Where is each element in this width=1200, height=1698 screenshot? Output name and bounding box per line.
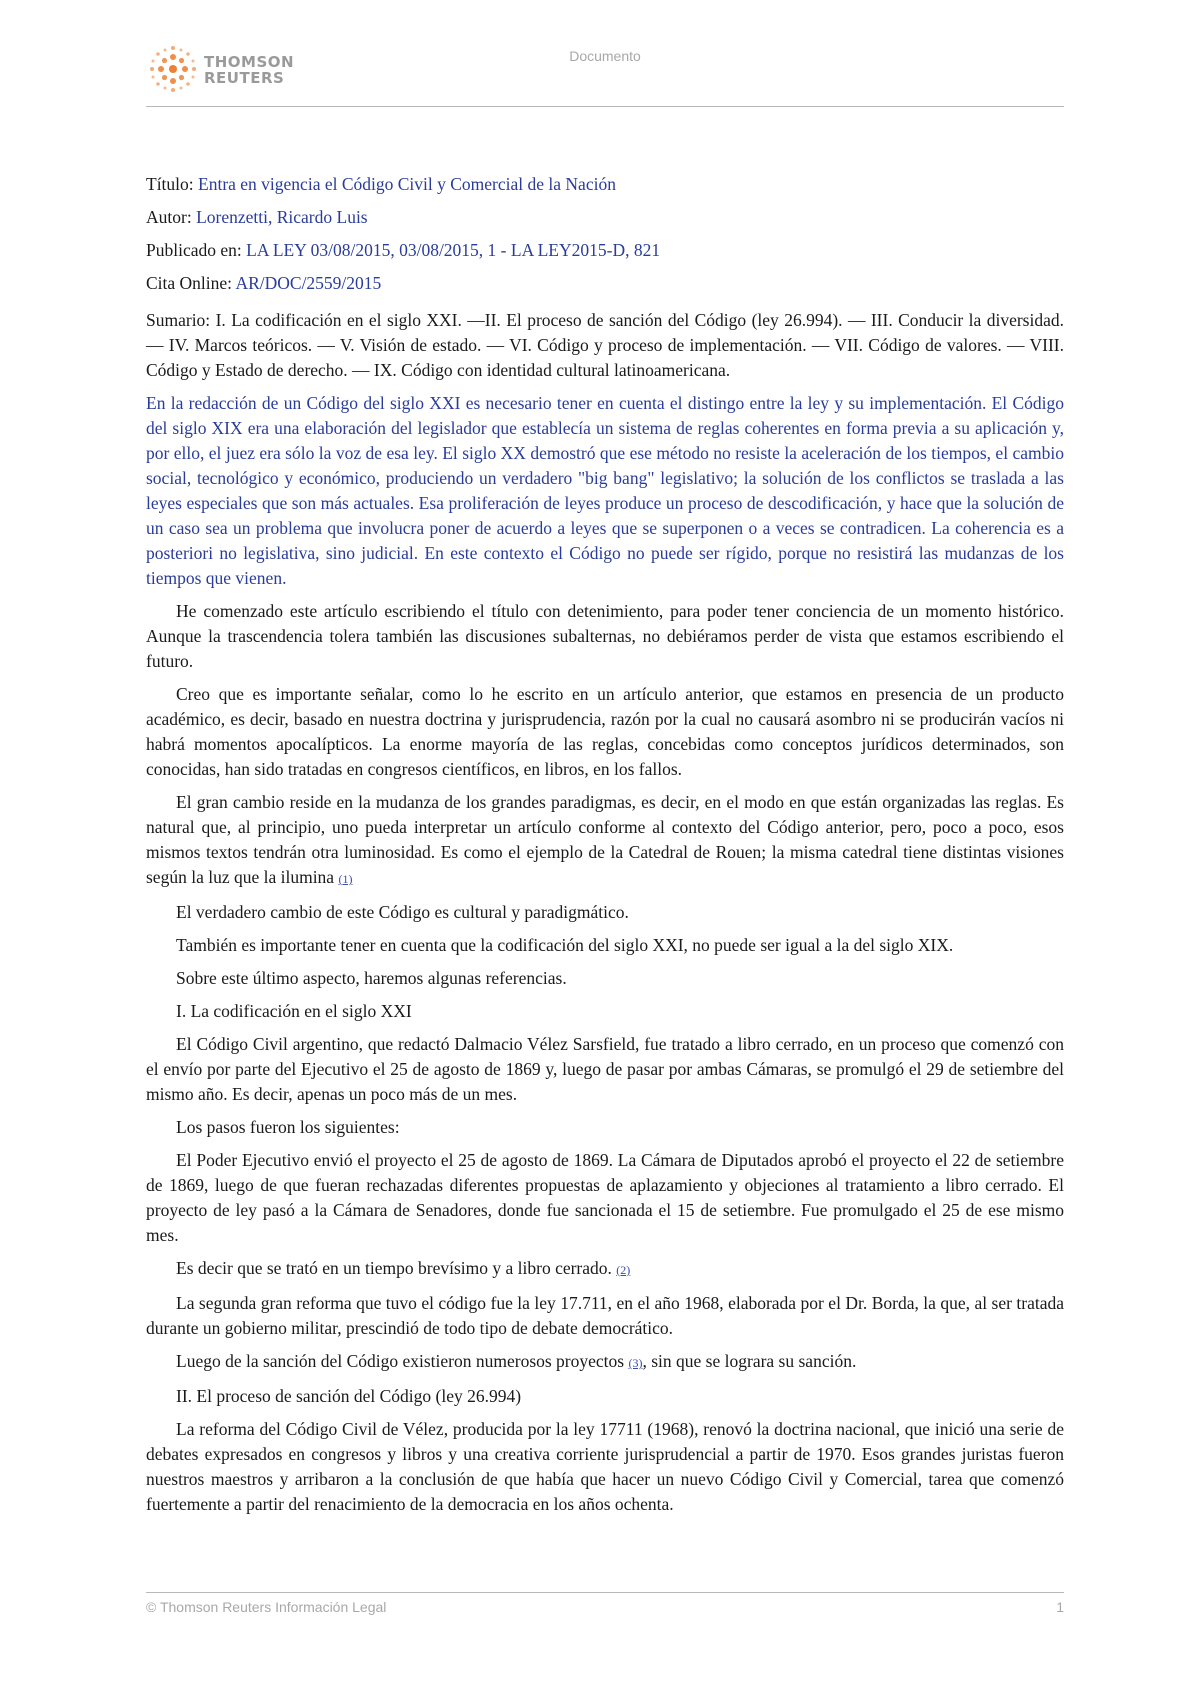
footnote-link-3[interactable]: (3) [628, 1356, 643, 1370]
body-paragraph-10 [146, 1256, 1064, 1283]
footnote-link-1[interactable]: (1) [338, 872, 353, 886]
document-metadata [146, 172, 1064, 296]
meta-title-label: Título: [146, 174, 194, 194]
logo-line-1: THOMSON [204, 53, 295, 71]
section-heading-2: II. El proceso de sanción del Código (ley 26.994) [176, 1386, 522, 1406]
footnote-link-2[interactable]: (2) [616, 1263, 631, 1277]
body-paragraph-7: El Código Civil argentino, que redactó Dalmacio Vélez Sarsfield, fue tratado a libro cerrado, en un proceso que comenzó con el envío por parte del Ejecutivo el 25 de agosto de 1869 y, luego de pasar por ambas Cámaras, se promulgó el 29 de setiembre del mismo año. Es decir, apenas un poco más de un mes. [146, 1034, 1064, 1104]
body-paragraph-12-text-a: Luego de la sanción del Código existieron numerosos proyectos [176, 1351, 625, 1371]
meta-author-label: Autor: [146, 207, 192, 227]
footer-copyright: © Thomson Reuters Información Legal [146, 1599, 387, 1615]
section-heading-1: I. La codificación en el siglo XXI [176, 1001, 412, 1021]
meta-title-value[interactable]: Entra en vigencia el Código Civil y Comercial de la Nación [198, 174, 616, 194]
page-header [146, 40, 1064, 107]
body-paragraph-12 [146, 1349, 1064, 1376]
logo-line-2: REUTERS [204, 69, 285, 87]
body-paragraph-6: Sobre este último aspecto, haremos algunas referencias. [176, 968, 567, 988]
body-paragraph-2: Creo que es importante señalar, como lo he escrito en un artículo anterior, que estamos en presencia de un producto académico, es decir, basado en nuestra doctrina y jurisprudencia, razón por la cual no causará asombro ni se producirán vacíos ni habrá momentos apocalípticos. La enorme mayoría de las reglas, concebidas como conceptos jurídicos determinados, son conocidas, han sido tratadas en congresos científicos, en libros, en los fallos. [146, 684, 1064, 779]
page-footer [146, 1592, 1064, 1623]
meta-citation-label: Cita Online: [146, 273, 233, 293]
document-body [146, 172, 1064, 1525]
body-paragraph-10-text: Es decir que se trató en un tiempo brevísimo y a libro cerrado. [176, 1258, 612, 1278]
footer-page-number: 1 [1056, 1599, 1064, 1615]
meta-published-row [146, 238, 1064, 263]
body-paragraph-13: La reforma del Código Civil de Vélez, producida por la ley 17711 (1968), renovó la doctrina nacional, que inició una serie de debates expresados en congresos y libros y una creativa corriente jurisprudencial a partir de 1970. Esos grandes juristas fueron nuestros maestros y arribaron a la conclusión de que había que hacer un nuevo Código Civil y Comercial, tarea que comenzó fuertemente a partir del renacimiento de la democracia en los años ochenta. [146, 1419, 1064, 1514]
meta-author-row [146, 205, 1064, 230]
body-paragraph-11: La segunda gran reforma que tuvo el código fue la ley 17.711, en el año 1968, elaborada por el Dr. Borda, la que, al ser tratada durante un gobierno militar, prescindió de todo tipo de debate democrático. [146, 1293, 1064, 1338]
document-label: Documento [569, 48, 641, 64]
meta-title-row [146, 172, 1064, 197]
meta-published-label: Publicado en: [146, 240, 242, 260]
body-paragraph-4: El verdadero cambio de este Código es cultural y paradigmático. [176, 902, 629, 922]
body-paragraph-8: Los pasos fueron los siguientes: [176, 1117, 400, 1137]
meta-citation-row [146, 271, 1064, 296]
meta-citation-value[interactable]: AR/DOC/2559/2015 [235, 273, 382, 293]
body-paragraph-3 [146, 790, 1064, 892]
body-paragraph-3-text: El gran cambio reside en la mudanza de los grandes paradigmas, es decir, en el modo en que están organizadas las reglas. Es natural que, al principio, uno pueda interpretar un artículo conforme al contexto del Código anterior, pero, poco a poco, esos mismos textos tendrán otra luminosidad. Es como el ejemplo de la Catedral de Rouen; la misma catedral tiene distintas visiones según la luz que la ilumina [146, 792, 1064, 887]
body-paragraph-5: También es importante tener en cuenta que la codificación del siglo XXI, no puede ser igual a la del siglo XIX. [176, 935, 954, 955]
body-paragraph-12-text-b: , sin que se lograra su sanción. [642, 1351, 857, 1371]
abstract-paragraph: En la redacción de un Código del siglo XXI es necesario tener en cuenta el distingo entre la ley y su implementación. El Código del siglo XIX era una elaboración del legislador que establecía un sistema de reglas coherentes en forma previa a su aplicación y, por ello, el juez era sólo la voz de esa ley. El siglo XX demostró que ese método no resiste la aceleración de los tiempos, el cambio social, tecnológico y económico, produciendo un verdadero "big bang" legislativo; la solución de los conflictos se traslada a las leyes especiales que son más actuales. Esa proliferación de leyes produce un proceso de descodificación, y hace que la solución de un caso sea un problema que involucra poner de acuerdo a leyes que se superponen o a veces se contradicen. La coherencia es a posteriori no legislativa, sino judicial. En este contexto el Código no puede ser rígido, porque no resistirá las mudanzas de los tiempos que vienen. [146, 393, 1064, 588]
meta-author-value[interactable]: Lorenzetti, Ricardo Luis [196, 207, 368, 227]
meta-published-value[interactable]: LA LEY 03/08/2015, 03/08/2015, 1 - LA LEY2015-D, 821 [246, 240, 661, 260]
body-paragraph-9: El Poder Ejecutivo envió el proyecto el 25 de agosto de 1869. La Cámara de Diputados aprobó el proyecto el 22 de setiembre de 1869, luego de que fueran rechazadas diferentes propuestas de aplazamiento y objeciones al tratamiento a libro cerrado. El proyecto de ley pasó a la Cámara de Senadores, donde fue sancionada el 15 de setiembre. Fue promulgado el 25 de ese mismo mes. [146, 1150, 1064, 1245]
body-paragraph-1: He comenzado este artículo escribiendo el título con detenimiento, para poder tener conciencia de un momento histórico. Aunque la trascendencia tolera también las discusiones subalternas, no debiéramos perder de vista que estamos escribiendo el futuro. [146, 601, 1064, 671]
summary-paragraph: Sumario: I. La codificación en el siglo XXI. —II. El proceso de sanción del Código (ley 26.994). — III. Conducir la diversidad. — IV. Marcos teóricos. — V. Visión de estado. — VI. Código y proceso de implementación. — VII. Código de valores. — VIII. Código y Estado de derecho. — IX. Código con identidad cultural latinoamericana. [146, 310, 1064, 380]
